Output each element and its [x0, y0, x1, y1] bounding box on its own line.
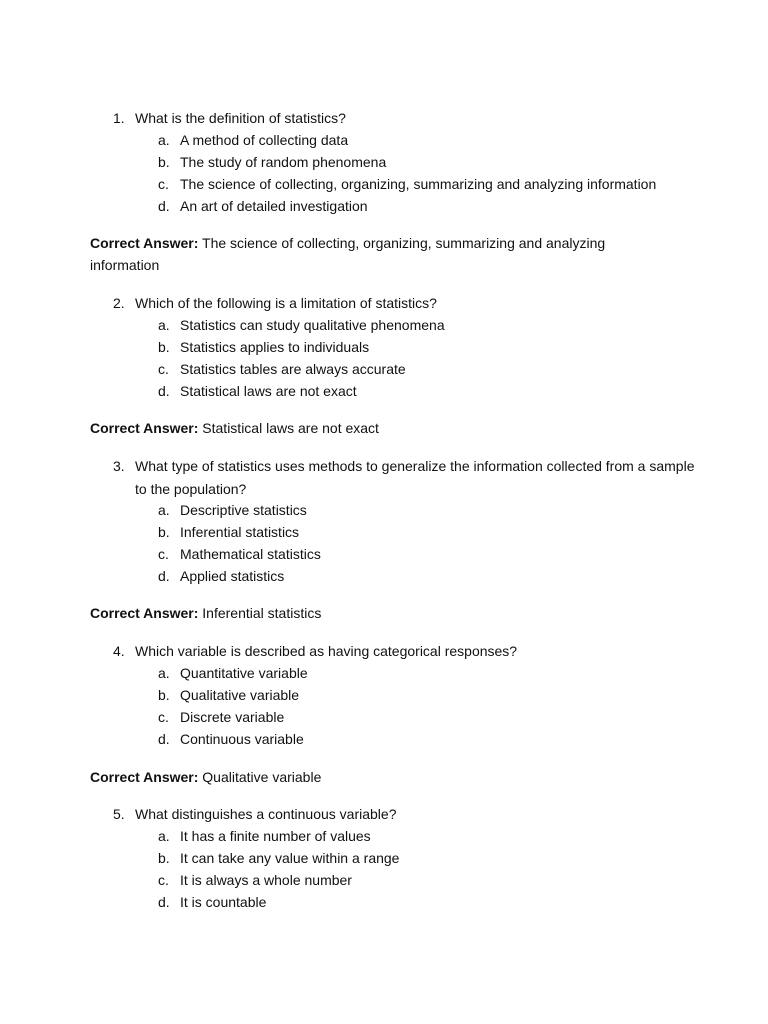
question-number: 2.	[113, 295, 125, 311]
option-letter: d.	[158, 894, 170, 910]
option-text: Continuous variable	[180, 731, 304, 747]
option-letter: c.	[158, 546, 169, 562]
correct-answer-text: The science of collecting, organizing, summarizing and analyzing information	[90, 235, 606, 273]
option-a	[0, 499, 768, 521]
option-letter: d.	[158, 568, 170, 584]
correct-answer-text: Statistical laws are not exact	[202, 420, 379, 436]
question-text: What type of statistics uses methods to generalize the information collected from a sample to the population?	[135, 458, 695, 497]
question-line	[0, 107, 768, 129]
question-number: 3.	[113, 458, 125, 474]
option-text: Applied statistics	[180, 568, 285, 584]
option-a	[0, 662, 768, 684]
option-list	[0, 499, 768, 587]
option-c	[0, 358, 768, 380]
question-text: What is the definition of statistics?	[135, 110, 346, 126]
option-letter: c.	[158, 872, 169, 888]
option-text: A method of collecting data	[180, 132, 349, 148]
option-text: Mathematical statistics	[180, 546, 321, 562]
correct-answer-3	[90, 602, 650, 624]
option-letter: a.	[158, 317, 170, 333]
correct-answer-label: Correct Answer:	[90, 605, 199, 621]
option-letter: b.	[158, 154, 170, 170]
option-text: It has a finite number of values	[180, 828, 371, 844]
option-d	[0, 565, 768, 587]
option-b	[0, 151, 768, 173]
option-list	[0, 314, 768, 402]
option-text: The study of random phenomena	[180, 154, 387, 170]
option-letter: a.	[158, 665, 170, 681]
question-line	[0, 455, 768, 499]
option-list	[0, 662, 768, 750]
option-letter: a.	[158, 828, 170, 844]
option-c	[0, 543, 768, 565]
option-a	[0, 825, 768, 847]
option-d	[0, 195, 768, 217]
correct-answer-2	[90, 417, 650, 439]
option-a	[0, 129, 768, 151]
option-text: Descriptive statistics	[180, 502, 307, 518]
option-c	[0, 869, 768, 891]
option-text: Statistics tables are always accurate	[180, 361, 406, 377]
option-c	[0, 173, 768, 195]
correct-answer-text: Qualitative variable	[202, 769, 322, 785]
question-4	[0, 640, 768, 750]
question-number: 5.	[113, 806, 125, 822]
option-letter: c.	[158, 176, 169, 192]
option-d	[0, 380, 768, 402]
correct-answer-label: Correct Answer:	[90, 420, 199, 436]
option-text: Statistics applies to individuals	[180, 339, 370, 355]
question-text: Which of the following is a limitation of statistics?	[135, 295, 437, 311]
option-c	[0, 706, 768, 728]
option-text: Qualitative variable	[180, 687, 300, 703]
option-list	[0, 129, 768, 217]
option-d	[0, 728, 768, 750]
option-text: Statistics can study qualitative phenomena	[180, 317, 445, 333]
option-letter: a.	[158, 502, 170, 518]
option-letter: b.	[158, 524, 170, 540]
question-line	[0, 803, 768, 825]
option-letter: d.	[158, 198, 170, 214]
option-text: It is countable	[180, 894, 267, 910]
option-list	[0, 825, 768, 913]
option-b	[0, 684, 768, 706]
question-number: 1.	[113, 110, 125, 126]
question-3	[0, 455, 768, 587]
option-b	[0, 336, 768, 358]
question-line	[0, 292, 768, 314]
option-letter: c.	[158, 709, 169, 725]
option-text: Inferential statistics	[180, 524, 300, 540]
option-text: The science of collecting, organizing, summarizing and analyzing information	[180, 176, 657, 192]
option-letter: b.	[158, 339, 170, 355]
option-text: It is always a whole number	[180, 872, 352, 888]
correct-answer-label: Correct Answer:	[90, 235, 199, 251]
correct-answer-1	[90, 232, 650, 276]
correct-answer-label: Correct Answer:	[90, 769, 199, 785]
option-text: Statistical laws are not exact	[180, 383, 357, 399]
question-text: What distinguishes a continuous variable?	[135, 806, 397, 822]
option-letter: d.	[158, 383, 170, 399]
question-1	[0, 107, 768, 217]
option-letter: a.	[158, 132, 170, 148]
option-a	[0, 314, 768, 336]
correct-answer-text: Inferential statistics	[202, 605, 322, 621]
correct-answer-4	[90, 766, 650, 788]
option-text: An art of detailed investigation	[180, 198, 368, 214]
option-letter: b.	[158, 687, 170, 703]
question-5	[0, 803, 768, 913]
question-number: 4.	[113, 643, 125, 659]
option-b	[0, 847, 768, 869]
question-2	[0, 292, 768, 402]
option-letter: c.	[158, 361, 169, 377]
option-text: It can take any value within a range	[180, 850, 400, 866]
option-b	[0, 521, 768, 543]
option-letter: d.	[158, 731, 170, 747]
option-letter: b.	[158, 850, 170, 866]
question-text: Which variable is described as having categorical responses?	[135, 643, 518, 659]
option-text: Quantitative variable	[180, 665, 308, 681]
question-line	[0, 640, 768, 662]
option-text: Discrete variable	[180, 709, 285, 725]
option-d	[0, 891, 768, 913]
